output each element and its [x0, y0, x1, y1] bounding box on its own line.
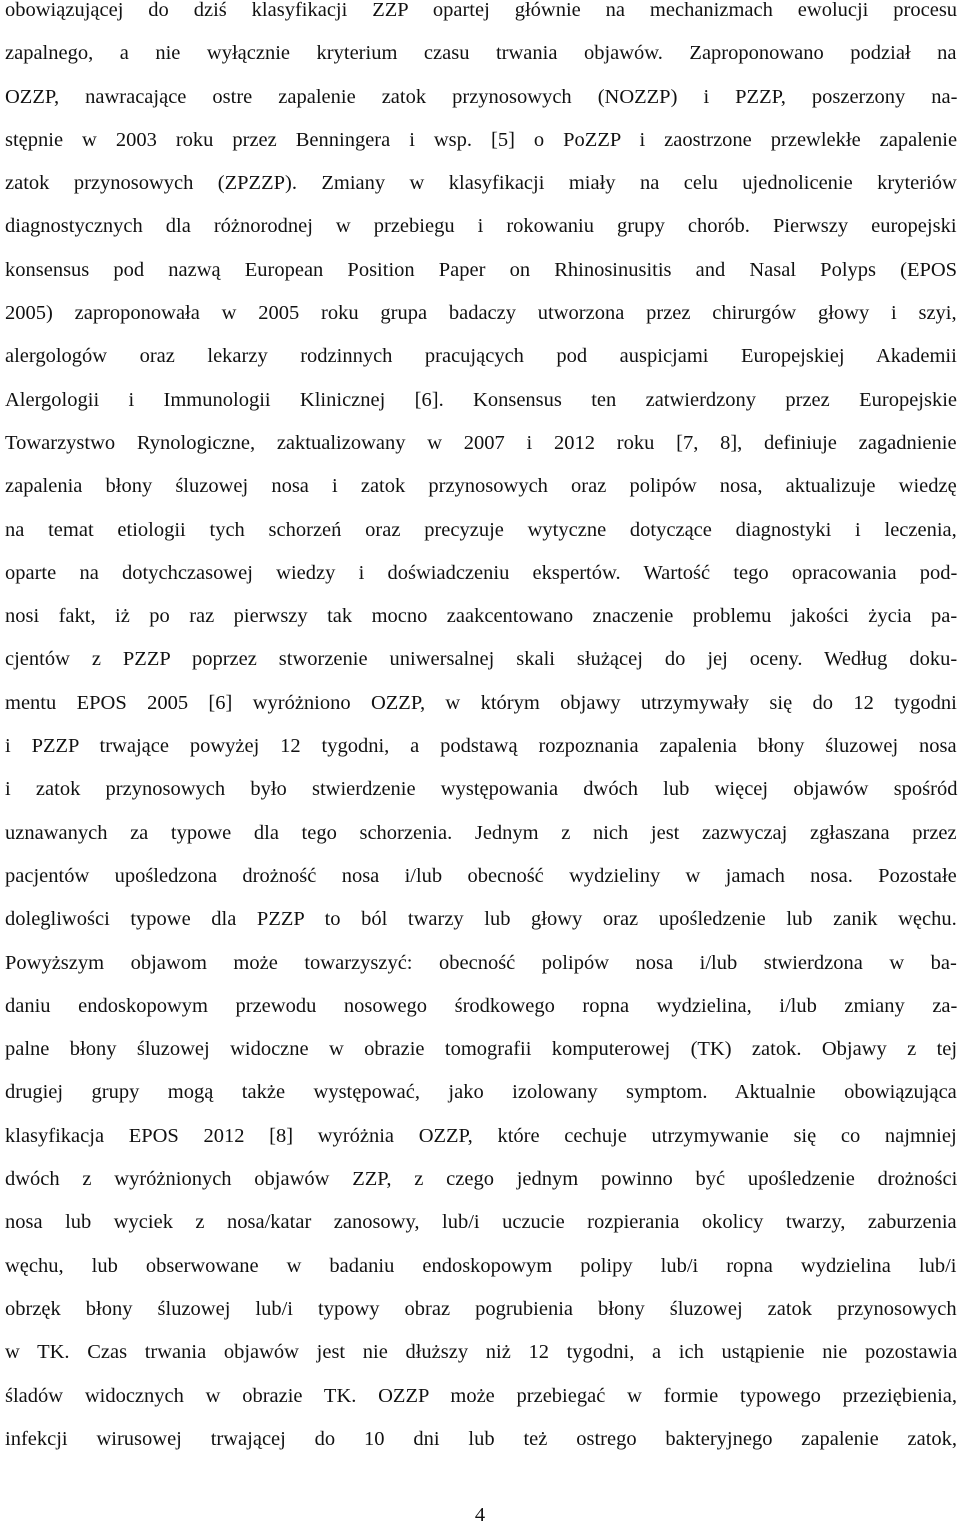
text-line: diagnostycznych dla różnorodnej w przebiegu i rokowaniu grupy chorób. Pierwszy europejski [5, 215, 957, 238]
text-line: Alergologii i Immunologii Klinicznej [6]. Konsensus ten zatwierdzony przez Europejskie [5, 388, 958, 411]
text-line: zapalenia błony śluzowej nosa i zatok przynosowych oraz polipów nosa, aktualizuje wiedzę [5, 475, 957, 498]
text-line: Powyższym objawom może towarzyszyć: obecność polipów nosa i/lub stwierdzona w ba- [5, 951, 957, 974]
text-line: drugiej grupy mogą także występować, jako izolowany symptom. Aktualnie obowiązująca [5, 1081, 957, 1104]
text-line: OZZP, nawracające ostre zapalenie zatok przynosowych (NOZZP) i PZZP, poszerzony na- [5, 85, 958, 108]
text-line: dolegliwości typowe dla PZZP to ból twarzy lub głowy oraz upośledzenie lub zanik węchu. [5, 908, 957, 931]
page-number: 4 [474, 1504, 486, 1526]
text-line: obrzęk błony śluzowej lub/i typowy obraz pogrubienia błony śluzowej zatok przynosowych [5, 1297, 957, 1320]
text-line: w TK. Czas trwania objawów jest nie dłuższy niż 12 tygodni, a ich ustąpienie nie pozostawia [5, 1341, 958, 1364]
text-line: obowiązującej do dziś klasyfikacji ZZP opartej głównie na mechanizmach ewolucji procesu [5, 0, 958, 21]
text-line: zatok przynosowych (ZPZZP). Zmiany w klasyfikacji miały na celu ujednolicenie kryteriów [5, 172, 957, 195]
text-line: zapalnego, a nie wyłącznie kryterium czasu trwania objawów. Zaproponowano podział na [5, 42, 957, 65]
body-text [5, 0, 957, 1461]
text-line: stępnie w 2003 roku przez Benningera i wsp. [5] o PoZZP i zaostrzone przewlekłe zapalenie [5, 128, 958, 151]
text-line: nosa lub wyciek z nosa/katar zanosowy, lub/i uczucie rozpierania okolicy twarzy, zaburzenia [5, 1211, 957, 1234]
text-line: infekcji wirusowej trwającej do 10 dni lub też ostrego bakteryjnego zapalenie zatok, [5, 1427, 958, 1450]
text-line: 2005) zaproponowała w 2005 roku grupa badaczy utworzona przez chirurgów głowy i szyi, [5, 302, 957, 325]
text-line: palne błony śluzowej widoczne w obrazie tomografii komputerowej (TK) zatok. Objawy z tej [5, 1038, 958, 1061]
text-line: i PZZP trwające powyżej 12 tygodni, a podstawą rozpoznania zapalenia błony śluzowej nosa [5, 735, 957, 758]
text-line: nosi fakt, iż po raz pierwszy tak mocno zaakcentowano znaczenie problemu jakości życia pa- [5, 605, 958, 628]
text-line: oparte na dotychczasowej wiedzy i doświadczeniu ekspertów. Wartość tego opracowania pod- [5, 561, 958, 584]
text-line: alergologów oraz lekarzy rodzinnych pracujących pod auspicjami Europejskiej Akademii [5, 345, 957, 368]
text-line: mentu EPOS 2005 [6] wyróżniono OZZP, w którym objawy utrzymywały się do 12 tygodni [5, 691, 957, 714]
text-line: i zatok przynosowych było stwierdzenie występowania dwóch lub więcej objawów spośród [5, 778, 958, 801]
text-line: uznawanych za typowe dla tego schorzenia. Jednym z nich jest zazwyczaj zgłaszana przez [5, 821, 957, 844]
text-line: dwóch z wyróżnionych objawów ZZP, z czego jednym powinno być upośledzenie drożności [5, 1168, 958, 1191]
text-line: klasyfikacja EPOS 2012 [8] wyróżnia OZZP, które cechuje utrzymywanie się co najmniej [5, 1124, 957, 1147]
text-line: Towarzystwo Rynologiczne, zaktualizowany w 2007 i 2012 roku [7, 8], definiuje zagadnienie [5, 431, 957, 454]
text-line: węchu, lub obserwowane w badaniu endoskopowym polipy lub/i ropna wydzielina lub/i [5, 1254, 957, 1277]
text-line: śladów widocznych w obrazie TK. OZZP może przebiegać w formie typowego przeziębienia, [5, 1384, 958, 1407]
text-line: cjentów z PZZP poprzez stworzenie uniwersalnej skali służącej do jej oceny. Według doku- [5, 648, 958, 671]
text-line: daniu endoskopowym przewodu nosowego środkowego ropna wydzielina, i/lub zmiany za- [5, 994, 958, 1017]
text-line: na temat etiologii tych schorzeń oraz precyzuje wytyczne dotyczące diagnostyki i leczenia, [5, 518, 957, 541]
text-line: konsensus pod nazwą European Position Paper on Rhinosinusitis and Nasal Polyps (EPOS [5, 258, 958, 281]
text-line: pacjentów upośledzona drożność nosa i/lub obecność wydzieliny w jamach nosa. Pozostałe [5, 864, 957, 887]
